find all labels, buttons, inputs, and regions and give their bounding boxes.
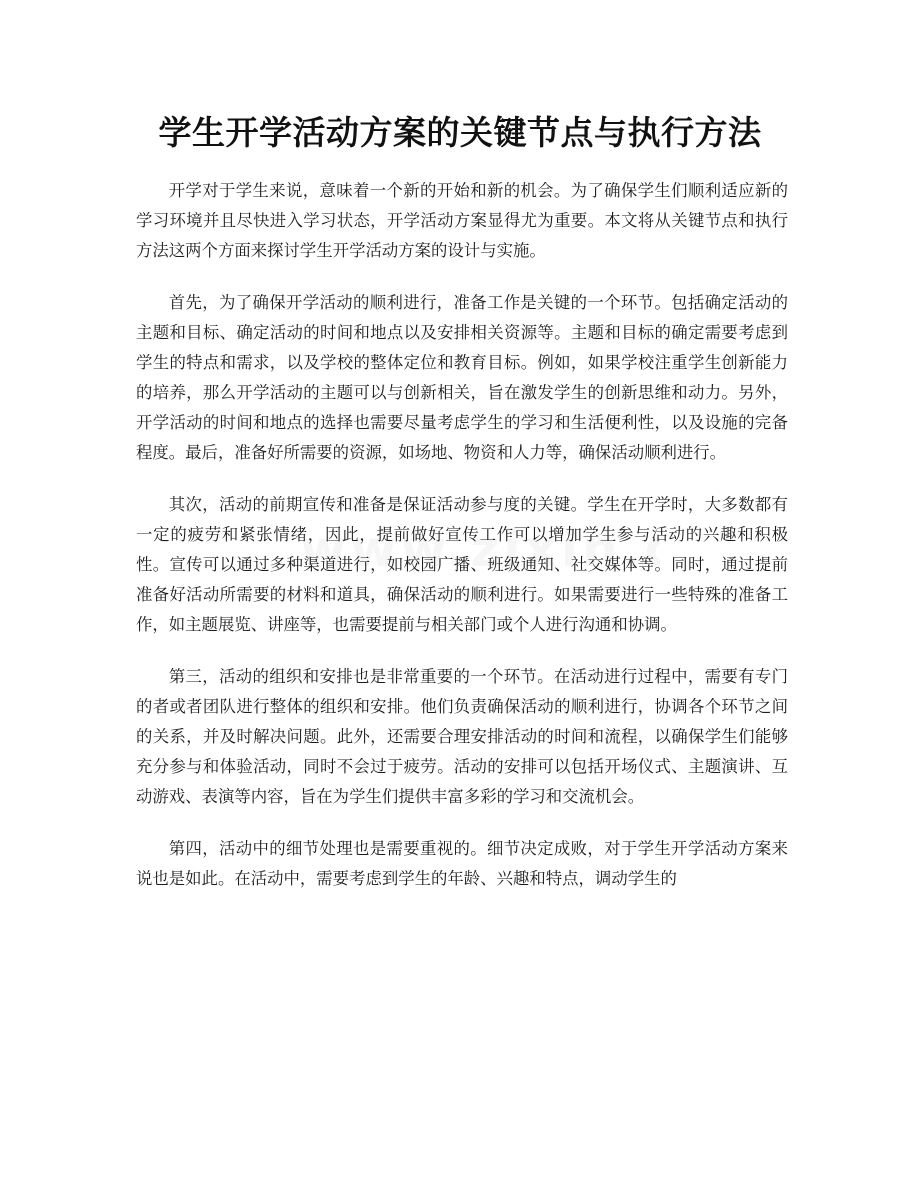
paragraph-details: 第四，活动中的细节处理也是需要重视的。细节决定成败，对于学生开学活动方案来说也是如此。在活动中，需要考虑到学生的年龄、兴趣和特点，调动学生的 xyxy=(136,839,788,888)
paragraph-intro: 开学对于学生来说，意味着一个新的开始和新的机会。为了确保学生们顺利适应新的学习环境并且尽快进入学习状态，开学活动方案显得尤为重要。本文将从关键节点和执行方法这两个方面来探讨学生开学活动方案的设计与实施。 xyxy=(136,181,788,260)
paragraph-preparation: 首先，为了确保开学活动的顺利进行，准备工作是关键的一个环节。包括确定活动的主题和目标、确定活动的时间和地点以及安排相关资源等。主题和目标的确定需要考虑到学生的特点和需求，以及学校的整体定位和教育目标。例如，如果学校注重学生创新能力的培养，那么开学活动的主题可以与创新相关，旨在激发学生的创新思维和动力。另外，开学活动的时间和地点的选择也需要尽量考虑学生的学习和生活便利性，以及设施的完备程度。最后，准备好所需要的资源，如场地、物资和人力等，确保活动顺利进行。 xyxy=(136,293,788,462)
document-title: 学生开学活动方案的关键节点与执行方法 xyxy=(158,113,762,152)
paragraph-promotion: 其次，活动的前期宣传和准备是保证活动参与度的关键。学生在开学时，大多数都有一定的疲劳和紧张情绪，因此，提前做好宣传工作可以增加学生参与活动的兴趣和积极性。宣传可以通过多种渠道进行，如校园广播、班级通知、社交媒体等。同时，通过提前准备好活动所需要的材料和道具，确保活动的顺利进行。如果需要进行一些特殊的准备工作，如主题展览、讲座等，也需要提前与相关部门或个人进行沟通和协调。 xyxy=(136,495,788,634)
document-body xyxy=(136,176,788,916)
paragraph-organization: 第三，活动的组织和安排也是非常重要的一个环节。在活动进行过程中，需要有专门的者或者团队进行整体的组织和安排。他们负责确保活动的顺利进行，协调各个环节之间的关系，并及时解决问题。此外，还需要合理安排活动的时间和流程，以确保学生们能够充分参与和体验活动，同时不会过于疲劳。活动的安排可以包括开场仪式、主题演讲、互动游戏、表演等内容，旨在为学生们提供丰富多彩的学习和交流机会。 xyxy=(136,667,788,806)
